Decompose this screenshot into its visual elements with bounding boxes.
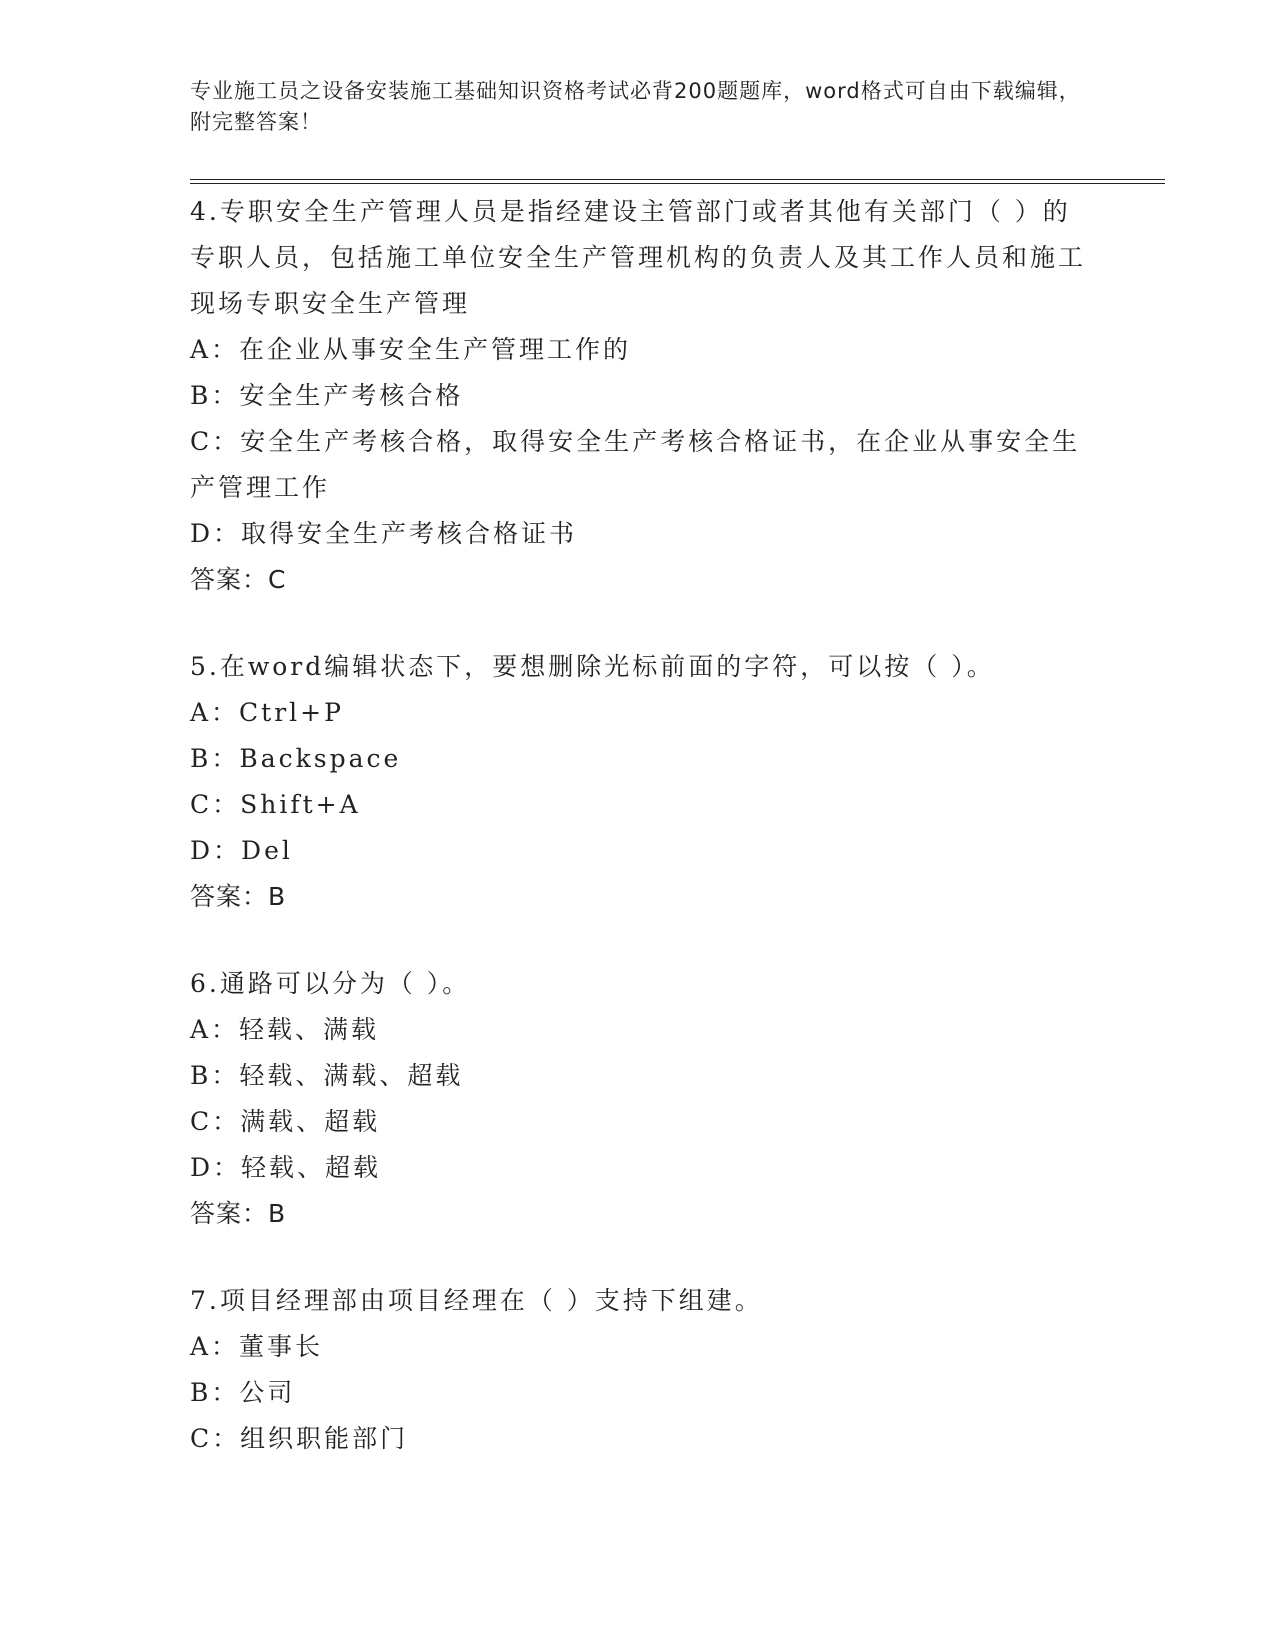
option-a: A：Ctrl+P [190,698,344,727]
question-text: 7.项目经理部由项目经理在（ ）支持下组建。 [190,1286,763,1315]
header-divider-top [190,179,1165,180]
option-a: A：董事长 [190,1332,324,1361]
header-divider-bottom [190,183,1165,184]
option-b: B：安全生产考核合格 [190,381,464,410]
question-4 [190,189,1090,603]
option-b: B：Backspace [190,744,402,773]
option-c: C：Shift+A [190,790,361,819]
option-a: A：轻载、满载 [190,1015,380,1044]
option-b: B：轻载、满载、超载 [190,1061,464,1090]
question-5 [190,644,1090,920]
option-d: D：轻载、超载 [190,1153,382,1182]
option-c: C：满载、超载 [190,1107,381,1136]
document-header: 专业施工员之设备安装施工基础知识资格考试必背200题题库，word格式可自由下载编辑，附完整答案！ [190,79,1081,134]
answer-line: 答案：B [190,882,287,911]
option-b: B：公司 [190,1378,296,1407]
answer-line: 答案：C [190,565,287,594]
option-a: A：在企业从事安全生产管理工作的 [190,335,632,364]
option-c: C：安全生产考核合格，取得安全生产考核合格证书，在企业从事安全生产管理工作 [190,427,1081,502]
option-c: C：组织职能部门 [190,1424,409,1453]
question-list [190,189,1090,1503]
question-text: 4.专职安全生产管理人员是指经建设主管部门或者其他有关部门（ ）的专职人员，包括施工单位安全生产管理机构的负责人及其工作人员和施工现场专职安全生产管理 [190,197,1087,318]
question-6 [190,961,1090,1237]
answer-line: 答案：B [190,1199,287,1228]
option-d: D：取得安全生产考核合格证书 [190,519,578,548]
option-d: D：Del [190,836,293,865]
question-text: 5.在word编辑状态下，要想删除光标前面的字符，可以按（ ）。 [190,652,995,681]
question-text: 6.通路可以分为（ ）。 [190,969,471,998]
question-7 [190,1278,1090,1462]
